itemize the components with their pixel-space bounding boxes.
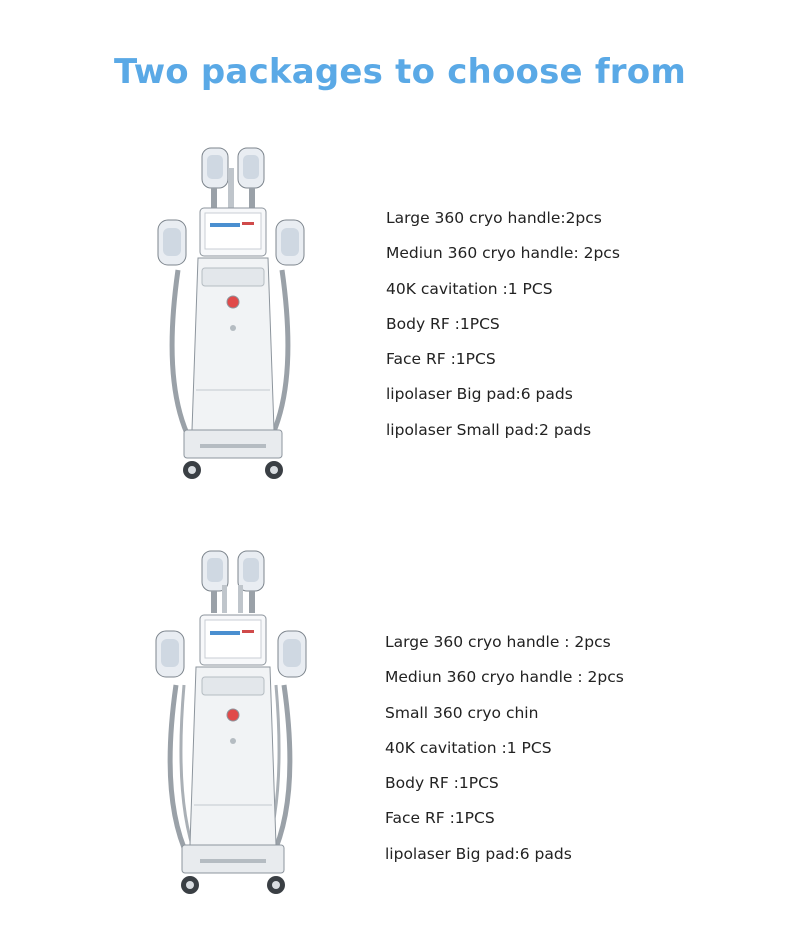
- spec-item: Small 360 cryo chin: [385, 703, 539, 722]
- page-title: Two packages to choose from: [114, 52, 686, 92]
- spec-item: Mediun 360 cryo handle: 2pcs: [386, 244, 620, 263]
- package-1-machine-image: [150, 140, 310, 490]
- spec-item: lipolaser Big pad:6 pads: [385, 844, 572, 863]
- spec-item: lipolaser Small pad:2 pads: [386, 420, 592, 439]
- package-2-machine-image: [150, 545, 310, 900]
- spec-item: 40K cavitation :1 PCS: [386, 279, 553, 298]
- spec-item: Body RF :1PCS: [386, 314, 500, 333]
- spec-item: Large 360 cryo handle : 2pcs: [385, 633, 611, 651]
- spec-item: lipolaser Big pad:6 pads: [386, 385, 573, 404]
- spec-item: Mediun 360 cryo handle : 2pcs: [385, 668, 624, 687]
- package-1-spec-list: [386, 205, 620, 452]
- spec-item: Face RF :1PCS: [386, 350, 496, 369]
- spec-item: 40K cavitation :1 PCS: [385, 738, 552, 757]
- spec-item: Body RF :1PCS: [385, 774, 499, 793]
- package-2-spec-list: [385, 629, 624, 876]
- spec-item: Large 360 cryo handle:2pcs: [386, 209, 602, 227]
- spec-item: Face RF :1PCS: [385, 809, 495, 828]
